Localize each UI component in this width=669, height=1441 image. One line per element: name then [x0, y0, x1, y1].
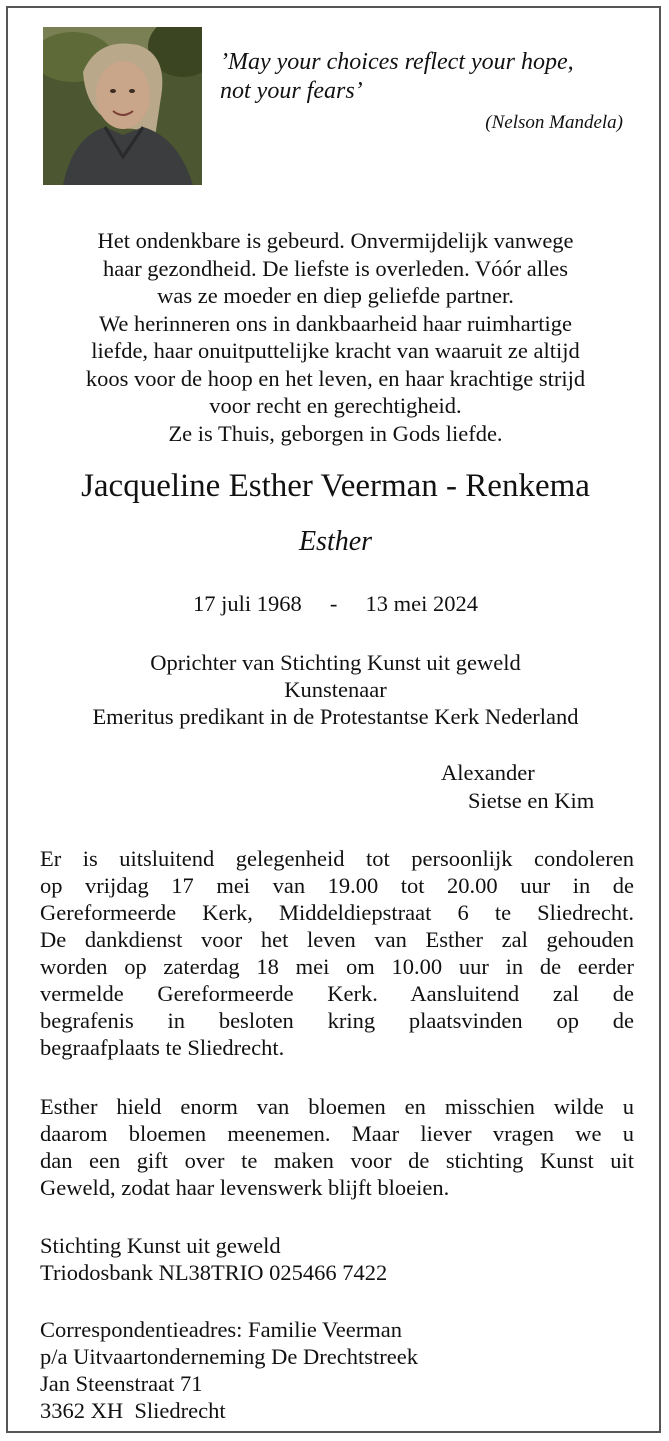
paragraph-line: Esther hield enorm van bloemen en misschien wilde u: [40, 1094, 634, 1119]
paragraph-line: vermelde Gereformeerde Kerk. Aansluitend zal de: [40, 981, 634, 1006]
role-line: Oprichter van Stichting Kunst uit geweld: [150, 650, 521, 675]
quote-line-2: not your fears’: [220, 78, 363, 104]
quote-author: (Nelson Mandela): [485, 112, 623, 133]
paragraph-line: daarom bloemen meenemen. Maar liever vragen we u: [40, 1121, 634, 1146]
family-member: Sietse en Kim: [468, 788, 595, 813]
roles: [8, 649, 663, 730]
intro-line: Het ondenkbare is gebeurd. Onvermijdelijk vanwege: [97, 228, 574, 253]
obituary-card: [6, 6, 661, 1433]
address-line: Jan Steenstraat 71: [40, 1371, 203, 1396]
paragraph-line: Geweld, zodat haar levenswerk blijft bloeien.: [40, 1175, 450, 1200]
bank-details: [40, 1232, 640, 1286]
paragraph-line: Er is uitsluitend gelegenheid tot persoonlijk condoleren: [40, 846, 634, 871]
life-dates: [8, 591, 663, 617]
family-member: Alexander: [441, 760, 535, 785]
address-line: 3362 XH Sliedrecht: [40, 1398, 226, 1423]
intro-line: We herinneren ons in dankbaarheid haar ruimhartige: [99, 310, 572, 336]
portrait-illustration: [43, 27, 202, 185]
quote: [220, 48, 640, 106]
intro-line: was ze moeder en diep geliefde partner.: [157, 283, 514, 308]
portrait-photo: [43, 27, 202, 185]
paragraph-line: worden op zaterdag 18 mei om 10.00 uur in de eerder: [40, 954, 634, 979]
role-line: Emeritus predikant in de Protestantse Kerk Nederland: [92, 704, 579, 729]
paragraph-line: begraafplaats te Sliedrecht.: [40, 1035, 285, 1060]
birth-date: 17 juli 1968: [192, 591, 302, 616]
bank-line: Stichting Kunst uit geweld: [40, 1233, 281, 1258]
intro-text: [28, 227, 643, 447]
quote-line-1: ’May your choices reflect your hope,: [220, 49, 574, 75]
paragraph-line: Gereformeerde Kerk, Middeldiepstraat 6 te Sliedrecht.: [40, 900, 634, 925]
address-line: p/a Uitvaartonderneming De Drechtstreek: [40, 1344, 418, 1369]
intro-line: koos voor de hoop en het leven, en haar krachtige strijd: [85, 365, 586, 391]
bank-line: Triodosbank NL38TRIO 025466 7422: [40, 1260, 388, 1285]
deceased-nickname: Esther: [298, 526, 373, 557]
intro-line: haar gezondheid. De liefste is overleden. Vóór alles: [102, 255, 569, 281]
deceased-name: Jacqueline Esther Veerman - Renkema: [81, 468, 590, 504]
condolence-paragraph: [40, 845, 634, 1061]
role-line: Kunstenaar: [284, 677, 387, 702]
intro-line: liefde, haar onuitputtelijke kracht van waaruit ze altijd: [91, 338, 580, 363]
intro-line: voor recht en gerechtigheid.: [209, 393, 462, 418]
address-line: Correspondentieadres: Familie Veerman: [40, 1317, 402, 1342]
intro-line: Ze is Thuis, geborgen in Gods liefde.: [168, 420, 503, 446]
paragraph-line: De dankdienst voor het leven van Esther zal gehouden: [40, 927, 634, 952]
death-date: 13 mei 2024: [365, 591, 478, 616]
date-separator: -: [329, 591, 338, 616]
flowers-paragraph: [40, 1093, 634, 1201]
correspondence-address: [40, 1316, 640, 1424]
paragraph-line: begrafenis in besloten kring plaatsvinden op de: [40, 1008, 634, 1033]
paragraph-line: dan een gift over te maken voor de stichting Kunst uit: [40, 1148, 634, 1173]
paragraph-line: op vrijdag 17 mei van 19.00 tot 20.00 uur in de: [40, 873, 634, 898]
